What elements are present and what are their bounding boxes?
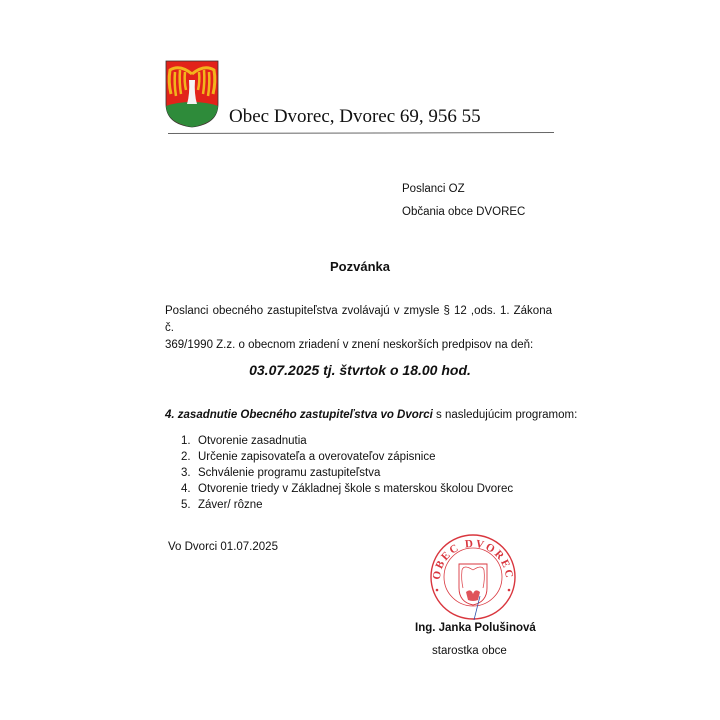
svg-text:OBEC DVOREC: [431, 538, 516, 581]
session-suffix: s nasledujúcim programom:: [432, 409, 578, 421]
municipality-header: Obec Dvorec, Dvorec 69, 956 55: [229, 106, 481, 127]
signer-name: Ing. Janka Polušinová: [415, 622, 536, 634]
agenda-item: 1. Otvorenie zasadnutia: [181, 435, 307, 447]
intro-line: 369/1990 Z.z. o obecnom zriadení v znení neskorších predpisov na deň:: [165, 339, 534, 351]
recipient-line: Občania obce DVOREC: [402, 206, 526, 218]
intro-paragraph: [165, 303, 552, 354]
agenda-item: 2. Určenie zapisovateľa a overovateľov zápisnice: [181, 451, 436, 463]
agenda-list: [181, 433, 513, 513]
intro-line: Poslanci obecného zastupiteľstva zvolávajú v zmysle § 12 ,ods. 1. Zákona č.: [165, 305, 552, 334]
agenda-item: 5. Záver/ rôzne: [181, 499, 263, 511]
recipient-line: Poslanci OZ: [402, 183, 465, 195]
meeting-datetime: 03.07.2025 tj. štvrtok o 18.00 hod.: [249, 362, 471, 378]
official-stamp-icon: [428, 530, 518, 620]
agenda-item: 3. Schválenie programu zastupiteľstva: [181, 467, 381, 479]
session-name: 4. zasadnutie Obecného zastupiteľstva vo Dvorci: [165, 409, 433, 421]
coat-of-arms-icon: [165, 60, 219, 128]
stamp-text: OBEC DVOREC: [430, 537, 516, 581]
session-line: [165, 409, 577, 421]
header-divider: [168, 132, 554, 134]
place-and-date: Vo Dvorci 01.07.2025: [168, 541, 278, 553]
agenda-item: 4. Otvorenie triedy v Základnej škole s materskou školou Dvorec: [181, 483, 514, 495]
document-title: Pozvánka: [330, 259, 390, 274]
signer-role: starostka obce: [432, 645, 507, 657]
